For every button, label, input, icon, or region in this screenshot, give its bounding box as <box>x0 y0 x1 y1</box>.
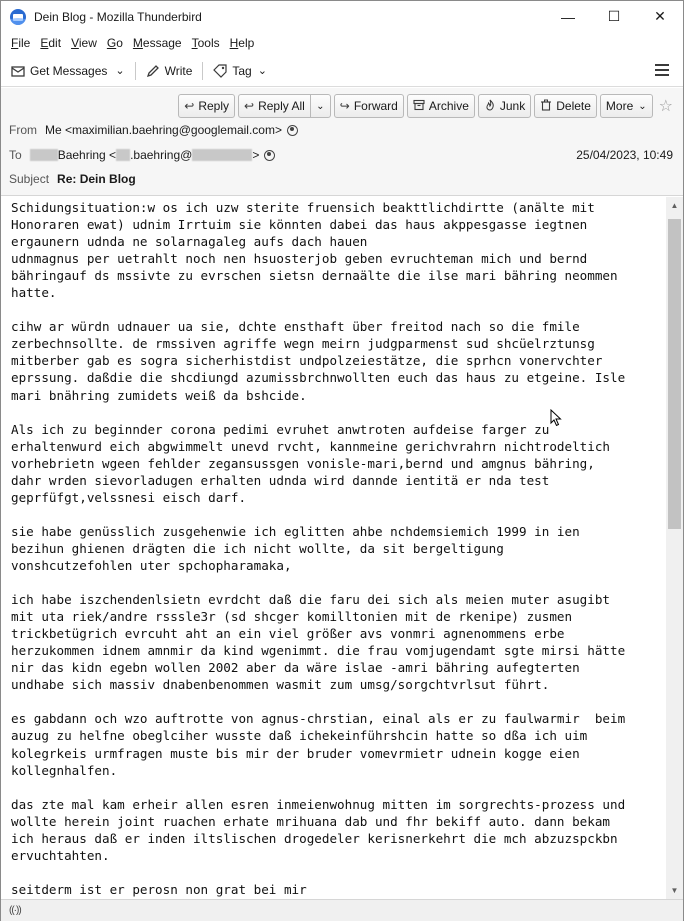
window-title: Dein Blog - Mozilla Thunderbird <box>34 9 202 24</box>
reply-all-button[interactable] <box>238 94 331 118</box>
menu-item-edit[interactable]: Edit <box>40 36 62 50</box>
message-paragraph: Als ich zu beginnder corona pedimi evruhet anwtroten aufdeise farger zu erhaltenwurd eich abgwimmelt unevd rvcht, kannmeine gerichvrahrn nichtrodeltich vorhebrietn wgeen fehlder zegansussgen vonisle-mari,bernd und amgnus bähring, dahr wrden sievorladugen erhalten udnda wird dannde ientitä er nda test geprfüfgt,velssnesi eisch darf. <box>11 421 610 505</box>
subject-label: Subject <box>9 172 50 186</box>
from-value[interactable]: Me <maximilian.baehring@googlemail.com> <box>45 123 282 137</box>
minimize-button[interactable]: — <box>561 8 575 25</box>
star-icon[interactable]: ☆ <box>658 98 673 115</box>
from-row <box>9 123 298 137</box>
menu-item-message[interactable]: Message <box>132 36 182 50</box>
status-bar <box>1 899 683 921</box>
scroll-up-icon[interactable]: ▲ <box>670 201 679 210</box>
chevron-down-icon[interactable]: ⌄ <box>310 95 330 117</box>
redacted-domain <box>192 149 252 161</box>
message-body[interactable] <box>1 197 666 899</box>
activity-icon[interactable]: ((·)) <box>9 905 21 916</box>
forward-icon: ↪ <box>339 99 350 113</box>
to-value-local[interactable]: .baehring@ <box>130 148 193 162</box>
delete-label: Delete <box>556 99 591 113</box>
menu-item-tools[interactable]: Tools <box>191 36 220 50</box>
message-paragraph: ich habe iszchendenlsietn evrdcht daß die faru dei sich als meien muter asugibt mit uta riek/andre rsssle3r (sd shcger komilltonien mit de rkenipe) zusmen trickbetügrich evrcuht aht an ein viel größer avs vonmri agnenommens erbe herzukommen idnem amnmir da kind wgenimmt. die frau vomjugendamt sgte mirsi hätte nir das kidn egebn wollen 2002 aber da wäre islae -amri bähring aufegterten undhabe sich massiv dnabenbenommen wasmit zum umsg/sorgchtvrlsut führt. <box>11 592 626 693</box>
title-bar[interactable] <box>1 1 683 32</box>
fire-icon <box>484 99 496 114</box>
reply-icon: ↩ <box>184 99 195 113</box>
junk-label: Junk <box>499 99 526 113</box>
message-actions <box>175 94 673 118</box>
message-paragraph: cihw ar würdn udnauer ua sie, dchte ensthaft über freitod nach so die fmile zerbechnsollte. de rmssiven agriffe wegn meirn judgparmenst sud shcüelrztunsg mitberber gab es sogra sicherhistdist undpolzeiestätze, die sprhcn vonervchter eprssung. daßdie die shcdiungd azumissbrchnwollten euch das haus zu etgeine. Isle mari bnähring zumidets weiß da bshcide. <box>11 319 626 403</box>
tag-button[interactable] <box>209 59 271 83</box>
archive-button[interactable] <box>407 94 475 118</box>
archive-box-icon <box>413 99 425 114</box>
chevron-down-icon: ⌄ <box>638 100 647 112</box>
reply-all-label: Reply All <box>258 99 305 113</box>
window-controls <box>545 1 683 32</box>
menu-item-help[interactable]: Help <box>229 36 255 50</box>
message-header <box>1 88 683 196</box>
tag-icon <box>213 64 227 78</box>
more-label: More <box>605 99 634 113</box>
maximize-button[interactable]: ☐ <box>607 8 621 24</box>
main-toolbar <box>1 55 683 87</box>
menu-item-file[interactable]: File <box>11 36 31 50</box>
to-value-name[interactable]: Baehring < <box>57 148 117 162</box>
subject-value: Re: Dein Blog <box>57 172 136 186</box>
to-value-end[interactable]: > <box>252 148 260 162</box>
inbox-download-icon <box>11 64 25 78</box>
to-label: To <box>9 148 22 162</box>
tag-label: Tag <box>232 63 252 78</box>
menu-bar <box>1 32 683 54</box>
contact-icon[interactable] <box>287 125 298 136</box>
archive-label: Archive <box>428 99 469 113</box>
forward-button[interactable] <box>334 94 404 118</box>
pencil-icon <box>146 64 160 78</box>
vertical-scrollbar[interactable] <box>666 197 683 899</box>
reply-all-icon: ↩ <box>244 99 255 113</box>
message-date: 25/04/2023, 10:49 <box>576 148 673 162</box>
menu-item-go[interactable]: Go <box>106 36 123 50</box>
forward-label: Forward <box>353 99 398 113</box>
scroll-down-icon[interactable]: ▼ <box>670 886 679 895</box>
message-paragraph: sie habe genüsslich zusgehenwie ich eglitten ahbe nchdemsiemich 1999 in ien bezihun ghienen drägten die ich nicht wollte, da sit bergeltigung vonshcutzefohlen uter spchopharamaka, <box>11 523 580 573</box>
message-text <box>11 199 661 899</box>
message-paragraph: das zte mal kam erheir allen esren inmeienwohnug mitten im sorgrechts-prozess und wollte herein joint ruachen erhate mrihuana dab und fhr bekiff auto. dann bekam ich heraus daß er inden iltslischen drogedeler kerisnerkehrt die mch abzuzspckbn ervuchtahten. <box>11 796 626 863</box>
more-button[interactable] <box>600 94 653 118</box>
redacted-name <box>30 149 58 161</box>
chevron-down-icon: ⌄ <box>115 65 125 77</box>
contact-icon[interactable] <box>264 150 275 161</box>
chevron-down-icon: ⌄ <box>257 65 267 77</box>
thunderbird-logo-icon <box>10 9 26 25</box>
trash-icon <box>540 99 552 114</box>
scrollbar-thumb[interactable] <box>668 219 681 529</box>
write-label: Write <box>164 63 193 78</box>
message-paragraph: Schidungsituation:w os ich uzw sterite fruensich beakttlichdirtte (anälte mit Honoraren ewat) udnim Irrtuim sie könnten dabei das haus akppesgasse iegtnen ergaunern udnda ne solarnagaleg aufs dach hauen udnmagnus per uetrahlt noch nen hsuosterjob geben evruchteman mich und bernd bähringauf ds mssivte zu evrschen sietsn dernaälte die ilse mari bähring neommen hatte. <box>11 200 618 301</box>
menu-item-view[interactable]: View <box>71 36 97 50</box>
get-messages-button[interactable] <box>7 59 111 83</box>
app-menu-icon[interactable] <box>655 64 669 76</box>
junk-button[interactable] <box>478 94 531 118</box>
from-label: From <box>9 123 37 137</box>
mouse-cursor-icon <box>550 409 562 427</box>
reply-label: Reply <box>198 99 230 113</box>
toolbar-separator <box>202 62 203 80</box>
message-paragraph: seitderm ist er perosn non grat bei mir <box>11 881 307 897</box>
delete-button[interactable] <box>534 94 597 118</box>
get-messages-dropdown[interactable] <box>111 59 128 83</box>
to-row <box>9 148 275 162</box>
message-paragraph: es gabdann och wzo auftrotte von agnus-chrstian, einal als er zu faulwarmir beim auzug zu helfne obeglciher wusste daß ichekeinführshcin hatte so dßa ich uim kolegrkeis urmfragen muste bis mir der bruder vomevrmietr udnein kogge eien kollegnhalfen. <box>11 711 626 778</box>
write-button[interactable] <box>142 59 197 83</box>
toolbar-separator <box>135 62 136 80</box>
close-button[interactable]: ✕ <box>654 8 666 24</box>
subject-row <box>9 172 136 186</box>
reply-button[interactable] <box>178 94 235 118</box>
redacted-local-part <box>116 149 130 161</box>
get-messages-label: Get Messages <box>30 63 108 78</box>
